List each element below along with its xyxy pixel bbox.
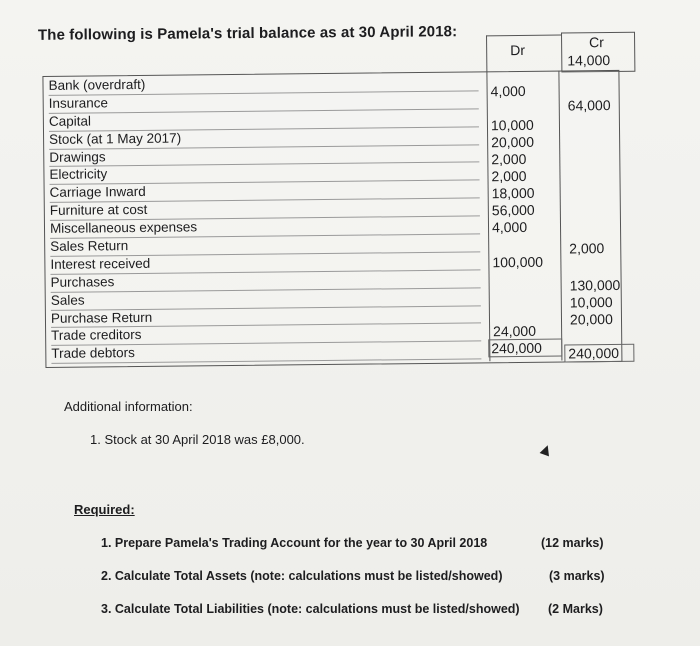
- required-item-text: 2. Calculate Total Assets (note: calculations must be listed/showed): [101, 569, 503, 583]
- required-item: [101, 602, 661, 635]
- required-item-marks: (12 marks): [541, 536, 604, 550]
- required-item-text: 3. Calculate Total Liabilities (note: calculations must be listed/showed): [101, 602, 520, 616]
- dr-value: 2,000: [491, 150, 527, 168]
- mouse-pointer-icon: [540, 444, 553, 457]
- required-item-text: 1. Prepare Pamela's Trading Account for the year to 30 April 2018: [101, 536, 488, 550]
- account-row: Purchases: [51, 270, 481, 292]
- cr-value: 10,000: [569, 294, 613, 311]
- dr-value: 4,000: [490, 82, 526, 100]
- page-title: The following is Pamela's trial balance as at 30 April 2018:: [37, 23, 458, 44]
- dr-value: 4,000: [491, 218, 528, 236]
- cr-value: 64,000: [567, 97, 611, 114]
- trial-balance-table: [40, 30, 635, 366]
- additional-info-heading: Additional information:: [64, 399, 193, 414]
- account-row: Miscellaneous expenses: [50, 217, 480, 239]
- dr-value: 100,000: [492, 253, 544, 271]
- account-row: Electricity: [49, 163, 479, 185]
- account-row: Trade debtors: [51, 342, 481, 364]
- dr-total: 240,000: [491, 339, 542, 357]
- additional-info-item: 1. Stock at 30 April 2018 was £8,000.: [90, 432, 305, 447]
- account-row: Carriage Inward: [50, 181, 480, 203]
- required-item: [101, 536, 661, 569]
- cr-value: 14,000: [567, 52, 611, 69]
- account-row: Capital: [49, 109, 479, 131]
- cr-total: 240,000: [568, 344, 620, 362]
- account-list: [48, 73, 481, 364]
- account-row: Sales Return: [50, 234, 480, 256]
- account-row: Sales: [51, 288, 481, 310]
- account-row: Drawings: [49, 145, 479, 167]
- dr-value: 10,000: [490, 116, 534, 134]
- dr-value: 56,000: [491, 201, 535, 219]
- required-item-marks: (2 Marks): [548, 602, 603, 616]
- dr-value: 18,000: [491, 184, 535, 202]
- account-row: Stock (at 1 May 2017): [49, 127, 479, 149]
- required-item-marks: (3 marks): [549, 569, 605, 583]
- required-heading: Required:: [74, 502, 135, 517]
- account-row: Interest received: [50, 252, 480, 274]
- account-row: Bank (overdraft): [48, 73, 478, 95]
- required-item: [101, 569, 661, 602]
- account-row: Insurance: [49, 91, 479, 113]
- required-list: [101, 536, 661, 635]
- cr-header: Cr: [589, 34, 604, 51]
- cr-value: 130,000: [569, 276, 621, 294]
- account-row: Purchase Return: [51, 306, 481, 328]
- cr-value: 20,000: [569, 311, 613, 328]
- account-row: Furniture at cost: [50, 199, 480, 221]
- dr-value: 20,000: [491, 133, 535, 151]
- dr-value: 24,000: [493, 322, 537, 340]
- cr-value: 2,000: [569, 240, 605, 257]
- account-row: Trade creditors: [51, 324, 481, 346]
- dr-value: 2,000: [491, 167, 527, 185]
- dr-header: Dr: [510, 41, 526, 59]
